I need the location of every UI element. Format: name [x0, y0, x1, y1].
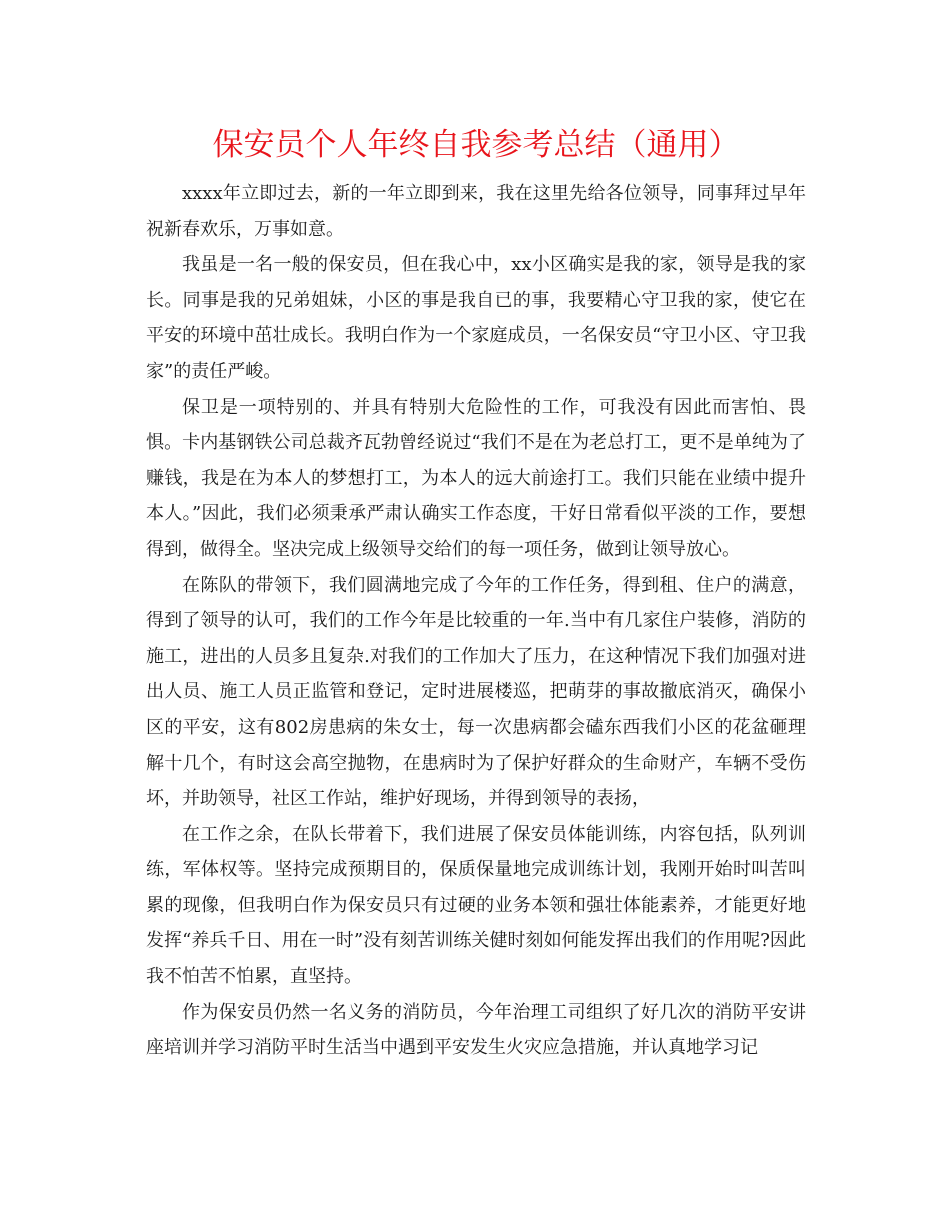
paragraph-new-year-greeting: xxxx年立即过去，新的一年立即到来，我在这里先给各位领导，同事拜过早年祝新春欢乐，万事如意。	[146, 183, 806, 240]
paragraph-yearly-achievements: 在陈队的带领下，我们圆满地完成了今年的工作任务，得到租、住户的满意，得到了领导的认可，我们的工作今年是比较重的一年.当中有几家住户装修，消防的施工，进出的人员多且复杂.对我们的工作加大了压力，在这种情况下我们加强对进出人员、施工人员正监管和登记，定时进展楼巡，把萌芽的事故撤底消灭，确保小区的平安，这有802房患病的朱女士，每一次患病都会磕东西我们小区的花盆砸理解十几个，有时这会高空抛物，在患病时为了保护好群众的生命财产，车辆不受伤坏，并助领导，社区工作站，维护好现场，并得到领导的表扬，	[146, 574, 806, 810]
paragraph-work-attitude: 保卫是一项特别的、并具有特别大危险性的工作，可我没有因此而害怕、畏惧。卡内基钢铁公司总裁齐瓦勃曾经说过“我们不是在为老总打工，更不是单纯为了赚钱，我是在为本人的梦想打工，为本人的远大前途打工。我们只能在业绩中提升本人。”因此，我们必须秉承严肃认确实工作态度，干好日常看似平淡的工作，要想得到，做得全。坚决完成上级领导交给们的每一项任务，做到让领导放心。	[146, 396, 806, 560]
document-title: 保安员个人年终自我参考总结（通用）	[212, 127, 740, 163]
paragraph-physical-training: 在工作之余，在队长带着下，我们进展了保安员体能训练，内容包括，队列训练，军体权等。坚持完成预期目的，保质保量地完成训练计划，我刚开始时叫苦叫累的现像，但我明白作为保安员只有过硬的业务本领和强壮体能素养，才能更好地发挥“养兵千日、用在一时”没有刻苦训练关健时刻如何能发挥出我们的作用呢?因此我不怕苦不怕累，直坚持。	[146, 823, 806, 988]
document-page	[146, 120, 806, 1066]
paragraph-role-and-responsibility: 我虽是一名一般的保安员，但在我心中，xx小区确实是我的家，领导是我的家长。同事是我的兄弟姐妹，小区的事是我自已的事，我要精心守卫我的家，使它在平安的环境中茁壮成长。我明白作为一个家庭成员，一名保安员“守卫小区、守卫我家”的责任严峻。	[146, 254, 806, 382]
paragraph-fire-safety: 作为保安员仍然一名义务的消防员，今年治理工司组织了好几次的消防平安讲座培训并学习消防平时生活当中遇到平安发生火灾应急措施，并认真地学习记	[146, 1001, 806, 1059]
